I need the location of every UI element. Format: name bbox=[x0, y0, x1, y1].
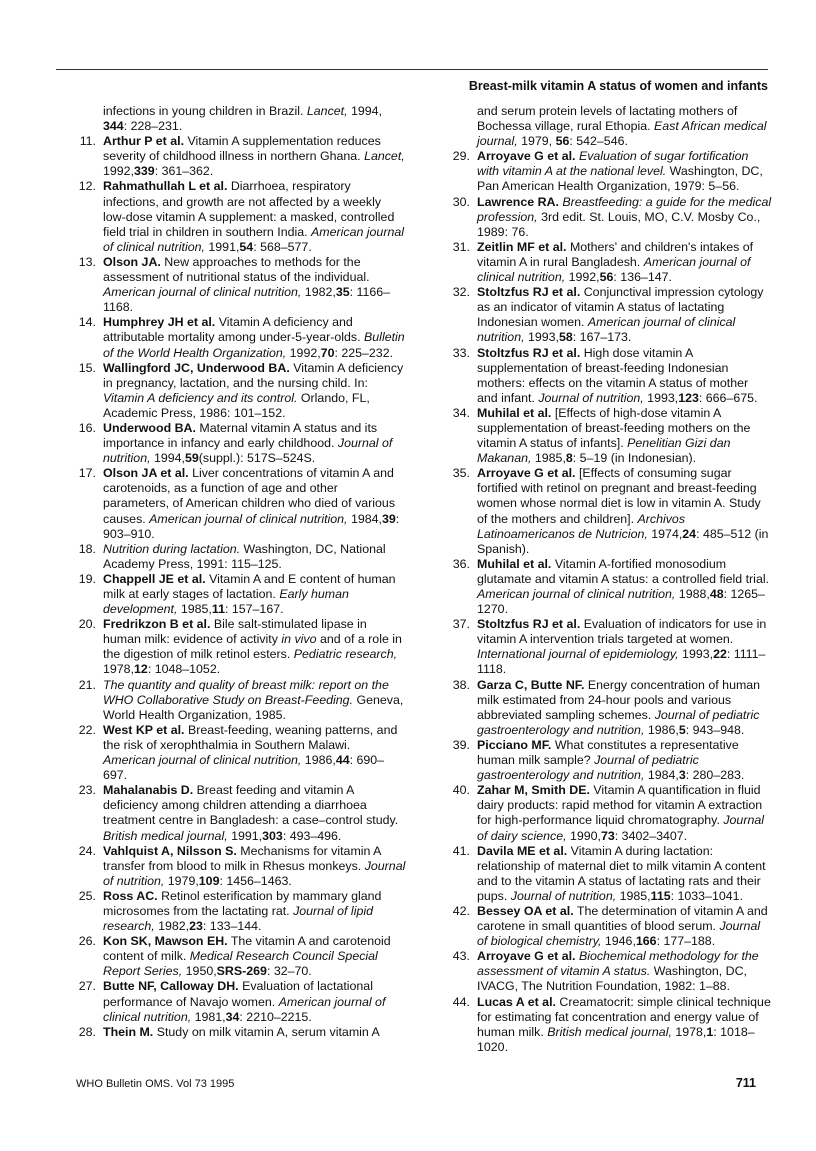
reference-item: 36. Muhilal et al. Vitamin A-fortified monosodium glutamate and vitamin A status: a controlled field trial. American journal of clinical nutrition, 1988,48: 1265–1270. bbox=[450, 557, 772, 617]
reference-item: 16. Underwood BA. Maternal vitamin A status and its importance in infancy and early childhood. Journal of nutrition, 1994,59(suppl.): 517S–524S. bbox=[76, 421, 406, 466]
reference-item: 40. Zahar M, Smith DE. Vitamin A quantification in fluid dairy products: rapid method for vitamin A extraction for high-performance liquid chromatography. Journal of dairy science, 1990,73: 3402–3407. bbox=[450, 783, 772, 843]
reference-number: 36. bbox=[452, 556, 470, 571]
reference-item: 34. Muhilal et al. [Effects of high-dose vitamin A supplementation of breast-feeding mothers on the vitamin A status of infants]. Penelitian Gizi dan Makanan, 1985,8: 5–19 (in Indonesian). bbox=[450, 406, 772, 466]
reference-item: 18. Nutrition during lactation. Washington, DC, National Academy Press, 1991: 115–125. bbox=[76, 542, 406, 572]
reference-item: 22. West KP et al. Breast-feeding, weaning patterns, and the risk of xerophthalmia in Southern Malawi. American journal of clinical nutrition, 1986,44: 690–697. bbox=[76, 723, 406, 783]
reference-number: 37. bbox=[452, 617, 470, 632]
reference-number: 24. bbox=[78, 843, 96, 858]
reference-item: 33. Stoltzfus RJ et al. High dose vitamin A supplementation of breast-feeding Indonesian mothers: effects on the vitamin A status of mother and infant. Journal of nutrition, 1993,123: 666–675. bbox=[450, 346, 772, 406]
reference-number: 30. bbox=[452, 194, 470, 209]
reference-number: 43. bbox=[452, 949, 470, 964]
reference-item: 27. Butte NF, Calloway DH. Evaluation of lactational performance of Navajo women. American journal of clinical nutrition, 1981,34: 2210–2215. bbox=[76, 979, 406, 1024]
reference-item: 37. Stoltzfus RJ et al. Evaluation of indicators for use in vitamin A intervention trials targeted at women. International journal of epidemiology, 1993,22: 1111–1118. bbox=[450, 617, 772, 677]
reference-item: 29. Arroyave G et al. Evaluation of sugar fortification with vitamin A at the national level. Washington, DC, Pan American Health Organization, 1979: 5–56. bbox=[450, 149, 772, 194]
reference-item: 15. Wallingford JC, Underwood BA. Vitamin A deficiency in pregnancy, lactation, and the nursing child. In: Vitamin A deficiency and its control. Orlando, FL, Academic Press, 1986: 101–152. bbox=[76, 361, 406, 421]
reference-item: 12. Rahmathullah L et al. Diarrhoea, respiratory infections, and growth are not affected by a weekly low-dose vitamin A supplement: a masked, controlled field trial in children in southern India. American journal of clinical nutrition, 1991,54: 568–577. bbox=[76, 179, 406, 254]
reference-item: 39. Picciano MF. What constitutes a representative human milk sample? Journal of pediatric gastroenterology and nutrition, 1984,3: 280–283. bbox=[450, 738, 772, 783]
reference-number: 23. bbox=[78, 783, 96, 798]
reference-number: 20. bbox=[78, 617, 96, 632]
reference-item: 30. Lawrence RA. Breastfeeding: a guide for the medical profession, 3rd edit. St. Louis, MO, C.V. Mosby Co., 1989: 76. bbox=[450, 195, 772, 240]
reference-item: 19. Chappell JE et al. Vitamin A and E content of human milk at early stages of lactation. Early human development, 1985,11: 157–167. bbox=[76, 572, 406, 617]
reference-number: 42. bbox=[452, 903, 470, 918]
reference-item: 41. Davila ME et al. Vitamin A during lactation: relationship of maternal diet to milk vitamin A content and to the vitamin A status of lactating rats and their pups. Journal of nutrition, 1985,115: 1033–1041. bbox=[450, 844, 772, 904]
reference-item: 26. Kon SK, Mawson EH. The vitamin A and carotenoid content of milk. Medical Research Council Special Report Series, 1950,SRS-269: 32–70. bbox=[76, 934, 406, 979]
running-head: Breast-milk vitamin A status of women and infants bbox=[468, 79, 768, 93]
reference-number: 17. bbox=[78, 466, 96, 481]
reference-number: 31. bbox=[452, 239, 470, 254]
reference-number: 34. bbox=[452, 405, 470, 420]
reference-number: 22. bbox=[78, 722, 96, 737]
reference-number: 32. bbox=[452, 285, 470, 300]
reference-number: 13. bbox=[78, 254, 96, 269]
reference-number: 21. bbox=[78, 677, 96, 692]
reference-item: 13. Olson JA. New approaches to methods for the assessment of nutritional status of the individual. American journal of clinical nutrition, 1982,35: 1166–1168. bbox=[76, 255, 406, 315]
reference-column-right bbox=[450, 104, 772, 1055]
reference-column-left bbox=[76, 104, 406, 1040]
reference-number: 14. bbox=[78, 315, 96, 330]
reference-number: 15. bbox=[78, 360, 96, 375]
reference-number: 25. bbox=[78, 888, 96, 903]
reference-item: 42. Bessey OA et al. The determination of vitamin A and carotene in small quantities of blood serum. Journal of biological chemistry, 1946,166: 177–188. bbox=[450, 904, 772, 949]
reference-continuation: and serum protein levels of lactating mothers of Bochessa village, rural Ethopia. East African medical journal, 1979, 56: 542–546. bbox=[477, 104, 767, 149]
reference-number: 27. bbox=[78, 979, 96, 994]
reference-item: 43. Arroyave G et al. Biochemical methodology for the assessment of vitamin A status. Washington, DC, IVACG, The Nutrition Foundation, 1982: 1–88. bbox=[450, 949, 772, 994]
reference-item: 25. Ross AC. Retinol esterification by mammary gland microsomes from the lactating rat. Journal of lipid research, 1982,23: 133–144. bbox=[76, 889, 406, 934]
reference-item: 11. Arthur P et al. Vitamin A supplementation reduces severity of childhood illness in northern Ghana. Lancet, 1992,339: 361–362. bbox=[76, 134, 406, 179]
reference-number: 41. bbox=[452, 843, 470, 858]
reference-item: 32. Stoltzfus RJ et al. Conjunctival impression cytology as an indicator of vitamin A status of lactating Indonesian women. American journal of clinical nutrition, 1993,58: 167–173. bbox=[450, 285, 772, 345]
reference-item: 23. Mahalanabis D. Breast feeding and vitamin A deficiency among children attending a diarrhoea treatment centre in Bangladesh: a case–control study. British medical journal, 1991,303: 493–496. bbox=[76, 783, 406, 843]
reference-item: 21. The quantity and quality of breast milk: report on the WHO Collaborative Study on Breast-Feeding. Geneva, World Health Organization, 1985. bbox=[76, 678, 406, 723]
reference-item: 31. Zeitlin MF et al. Mothers' and children's intakes of vitamin A in rural Bangladesh. American journal of clinical nutrition, 1992,56: 136–147. bbox=[450, 240, 772, 285]
reference-number: 29. bbox=[452, 149, 470, 164]
reference-number: 16. bbox=[78, 420, 96, 435]
reference-number: 39. bbox=[452, 737, 470, 752]
reference-number: 28. bbox=[78, 1024, 96, 1039]
reference-item: 28. Thein M. Study on milk vitamin A, serum vitamin A bbox=[76, 1025, 406, 1040]
reference-number: 26. bbox=[78, 934, 96, 949]
reference-number: 19. bbox=[78, 571, 96, 586]
header-rule bbox=[56, 69, 768, 70]
reference-continuation: infections in young children in Brazil. Lancet, 1994, 344: 228–231. bbox=[103, 104, 383, 134]
reference-number: 18. bbox=[78, 541, 96, 556]
reference-number: 11. bbox=[79, 134, 96, 149]
reference-item: 38. Garza C, Butte NF. Energy concentration of human milk estimated from 24-hour pools and various abbreviated sampling schemes. Journal of pediatric gastroenterology and nutrition, 1986,5: 943–948. bbox=[450, 678, 772, 738]
reference-item: 24. Vahlquist A, Nilsson S. Mechanisms for vitamin A transfer from blood to milk in Rhesus monkeys. Journal of nutrition, 1979,109: 1456–1463. bbox=[76, 844, 406, 889]
reference-number: 40. bbox=[452, 783, 470, 798]
reference-item: 44. Lucas A et al. Creamatocrit: simple clinical technique for estimating fat concentration and energy value of human milk. British medical journal, 1978,1: 1018–1020. bbox=[450, 995, 772, 1055]
reference-item: 35. Arroyave G et al. [Effects of consuming sugar fortified with retinol on pregnant and breast-feeding women whose normal diet is low in vitamin A. Study of the mothers and children]. Archivos Latinoamericanos de Nutricion, 1974,24: 485–512 (in Spanish). bbox=[450, 466, 772, 557]
reference-item: 14. Humphrey JH et al. Vitamin A deficiency and attributable mortality among under-5-year-olds. Bulletin of the World Health Organization, 1992,70: 225–232. bbox=[76, 315, 406, 360]
reference-number: 38. bbox=[452, 677, 470, 692]
reference-number: 33. bbox=[452, 345, 470, 360]
reference-number: 44. bbox=[452, 994, 470, 1009]
reference-number: 12. bbox=[78, 179, 96, 194]
reference-number: 35. bbox=[452, 466, 470, 481]
page-number: 711 bbox=[735, 1076, 756, 1090]
footer-journal: WHO Bulletin OMS. Vol 73 1995 bbox=[76, 1078, 235, 1090]
reference-item: 20. Fredrikzon B et al. Bile salt-stimulated lipase in human milk: evidence of activity in vivo and of a role in the digestion of milk retinol esters. Pediatric research, 1978,12: 1048–1052. bbox=[76, 617, 406, 677]
reference-item: 17. Olson JA et al. Liver concentrations of vitamin A and carotenoids, as a function of age and other parameters, of American children who died of various causes. American journal of clinical nutrition, 1984,39: 903–910. bbox=[76, 466, 406, 541]
